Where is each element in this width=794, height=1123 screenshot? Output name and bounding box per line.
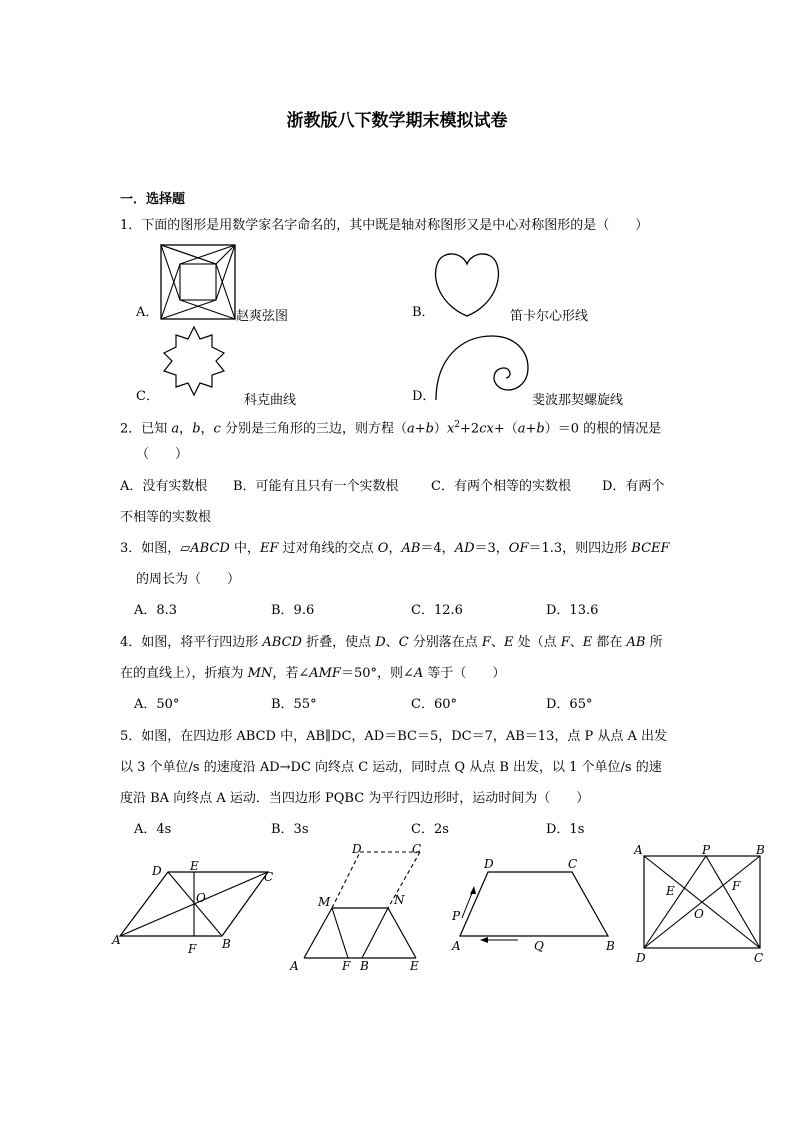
q3-text-part: ＝1.3，则四边形 (528, 541, 632, 556)
q4-math: E (503, 635, 514, 650)
q1-option-d-letter: D． (412, 389, 436, 404)
fig3-label-a: A (452, 939, 461, 953)
q4-math: C (398, 635, 409, 650)
q4-math: D (375, 635, 386, 650)
q4-text-part: 都在 (592, 635, 627, 650)
question-3-text (120, 541, 670, 557)
q4-text-part: 等于（ ） (423, 666, 506, 681)
q4-math: F (481, 635, 491, 650)
q3-option-b[interactable]: B．9.6 (271, 603, 315, 618)
question-4-text (120, 635, 663, 651)
q3-math: BCEF (631, 541, 670, 556)
q4-math: F (560, 635, 570, 650)
q1-option-c-caption: 科克曲线 (244, 393, 297, 408)
q3-option-c[interactable]: C．12.6 (411, 603, 463, 618)
q4-text-part: 分别落在点 (408, 635, 482, 650)
fig3-label-p: P (452, 909, 461, 923)
q2-var-a: a (171, 421, 180, 437)
q2-option-c[interactable]: C．有两个相等的实数根 (431, 479, 571, 494)
question-5-line3: 度沿 BA 向终点 A 运动．当四边形 PQBC 为平行四边形时，运动时间为（ ） (120, 791, 590, 806)
q3-math: OF (508, 541, 529, 556)
fig2-label-b: B (360, 959, 369, 973)
fig4-label-d: D (636, 951, 646, 965)
question-4-line2 (120, 666, 505, 682)
q2-expr: a+b (517, 421, 545, 437)
q3-math: EF (259, 541, 279, 556)
q2-var-b: b (192, 421, 201, 437)
fig1-label-a: A (112, 933, 121, 947)
fig3-label-q: Q (534, 939, 544, 953)
q4-text-part: 、 (490, 635, 504, 650)
question-2-blank: （ ） (136, 447, 189, 462)
fig1-label-f: F (188, 942, 197, 956)
q4-math: AMF (309, 666, 341, 681)
cardioid-figure (432, 250, 502, 320)
q4-math: ABCD (262, 635, 302, 650)
fig2-label-a: A (290, 959, 299, 973)
koch-snowflake-figure (158, 325, 230, 397)
fig2-label-e: E (410, 959, 419, 973)
q2-option-b[interactable]: B．可能有且只有一个实数根 (233, 479, 399, 494)
q2-var-c: c (213, 421, 221, 437)
q5-option-a[interactable]: A．4s (134, 822, 172, 837)
q2-text-part: +（ (493, 421, 518, 437)
q2-expr: x (446, 421, 455, 437)
fibonacci-spiral-figure (430, 330, 530, 402)
q4-text-part: ，若∠ (272, 666, 310, 681)
fig1-label-o: O (196, 891, 206, 905)
figure-q4-fold (286, 838, 436, 974)
q2-option-a[interactable]: A．没有实数根 (120, 479, 208, 494)
fig4-label-o: O (694, 907, 704, 921)
fig1-label-b: B (222, 937, 231, 951)
fig2-label-n: N (394, 893, 405, 907)
q5-option-d[interactable]: D．1s (546, 822, 585, 837)
zhaoshuang-figure (160, 244, 236, 320)
q2-text-part: 2．已知 (120, 421, 172, 437)
q3-text-part: 3．如图，▱ (120, 541, 191, 556)
q1-option-c-letter: C． (136, 389, 159, 404)
q3-text-part: ＝3， (474, 541, 509, 556)
q2-option-d-continued: 不相等的实数根 (120, 510, 212, 525)
question-1-text: 1．下面的图形是用数学家名字命名的，其中既是轴对称图形又是中心对称图形的是（ ） (120, 218, 649, 233)
q4-option-c[interactable]: C．60° (411, 697, 457, 712)
q4-math: AB (626, 635, 646, 650)
q3-text-part: 中， (229, 541, 260, 556)
q3-text-part: 过对角线的交点 (278, 541, 378, 556)
q1-option-a-caption: 赵爽弦图 (236, 309, 289, 324)
q2-expr: a+b (406, 421, 434, 437)
q4-math: MN (247, 666, 273, 681)
q2-text-part: +2 (460, 421, 480, 437)
q3-math: O (377, 541, 389, 556)
question-5-line2: 以 3 个单位/s 的速度沿 AD→DC 向终点 C 运动，同时点 Q 从点 B 出发，以 1 个单位/s 的速 (120, 760, 662, 775)
q3-math: AB (401, 541, 421, 556)
fig1-label-e: E (190, 859, 199, 873)
q3-text-part: ＝4， (420, 541, 455, 556)
q3-option-d[interactable]: D．13.6 (546, 603, 599, 618)
question-5-text: 5．如图，在四边形 ABCD 中，AB∥DC，AD＝BC＝5，DC＝7，AB＝13，点 P 从点 A 出发 (120, 729, 668, 744)
q2-sep: ， (200, 421, 214, 437)
fig1-label-c: C (264, 870, 274, 884)
q3-math: ABCD (190, 541, 230, 556)
fig1-label-d: D (152, 864, 162, 878)
q4-text-part: 处（点 (513, 635, 561, 650)
q4-text-part: ＝50°，则∠ (340, 666, 414, 681)
fig3-label-d: D (484, 857, 494, 871)
figure-q6-rectangle (630, 838, 770, 970)
section-heading: 一．选择题 (120, 192, 186, 207)
q4-text-part: 在的直线上），折痕为 (120, 666, 248, 681)
fig2-label-d: D (352, 842, 362, 856)
q4-option-a[interactable]: A．50° (134, 697, 180, 712)
q4-text-part: 所 (645, 635, 663, 650)
question-2-text (120, 417, 661, 437)
q4-option-b[interactable]: B．55° (271, 697, 317, 712)
page-title: 浙教版八下数学期末模拟试卷 (286, 111, 508, 131)
q3-math: AD (454, 541, 475, 556)
q4-math: E (582, 635, 593, 650)
fig2-label-f: F (342, 959, 351, 973)
fig3-label-c: C (568, 857, 578, 871)
q1-option-d-caption: 斐波那契螺旋线 (532, 393, 624, 408)
q2-text-part: ）＝0 的根的情况是 (544, 421, 662, 437)
q2-expr: cx (479, 421, 494, 437)
fig4-label-c: C (754, 951, 764, 965)
q4-text-part: 折叠，使点 (301, 635, 376, 650)
fig4-label-e: E (666, 884, 675, 898)
figure-q5-trapezoid (448, 852, 624, 962)
fig4-label-f: F (732, 879, 741, 893)
q2-exponent: 2 (454, 420, 461, 430)
fig2-label-c: C (412, 842, 422, 856)
q5-option-c[interactable]: C．2s (411, 822, 449, 837)
question-3-line2: 的周长为（ ） (136, 572, 241, 587)
q2-option-d[interactable]: D．有两个 (602, 479, 665, 494)
q5-option-b[interactable]: B．3s (271, 822, 309, 837)
fig3-label-b: B (606, 939, 615, 953)
q4-text-part: 、 (569, 635, 583, 650)
q2-sep: ， (179, 421, 193, 437)
figure-q3-parallelogram (108, 858, 280, 958)
q4-option-d[interactable]: D．65° (546, 697, 593, 712)
q3-option-a[interactable]: A．8.3 (134, 603, 178, 618)
fig2-label-m: M (318, 895, 331, 909)
fig4-label-b: B (756, 843, 765, 857)
q1-option-a-letter: A． (136, 305, 159, 320)
q4-math: A (413, 666, 424, 681)
q2-text-part: 分别是三角形的三边，则方程（ (220, 421, 407, 437)
q2-text-part: ） (433, 421, 447, 437)
q1-option-b-letter: B． (412, 305, 435, 320)
q4-text-part: 、 (385, 635, 399, 650)
fig4-label-p: P (702, 843, 711, 857)
q3-text-part: ， (388, 541, 402, 556)
q4-text-part: 4．如图，将平行四边形 (120, 635, 263, 650)
q1-option-b-caption: 笛卡尔心形线 (510, 309, 589, 324)
fig4-label-a: A (634, 843, 643, 857)
